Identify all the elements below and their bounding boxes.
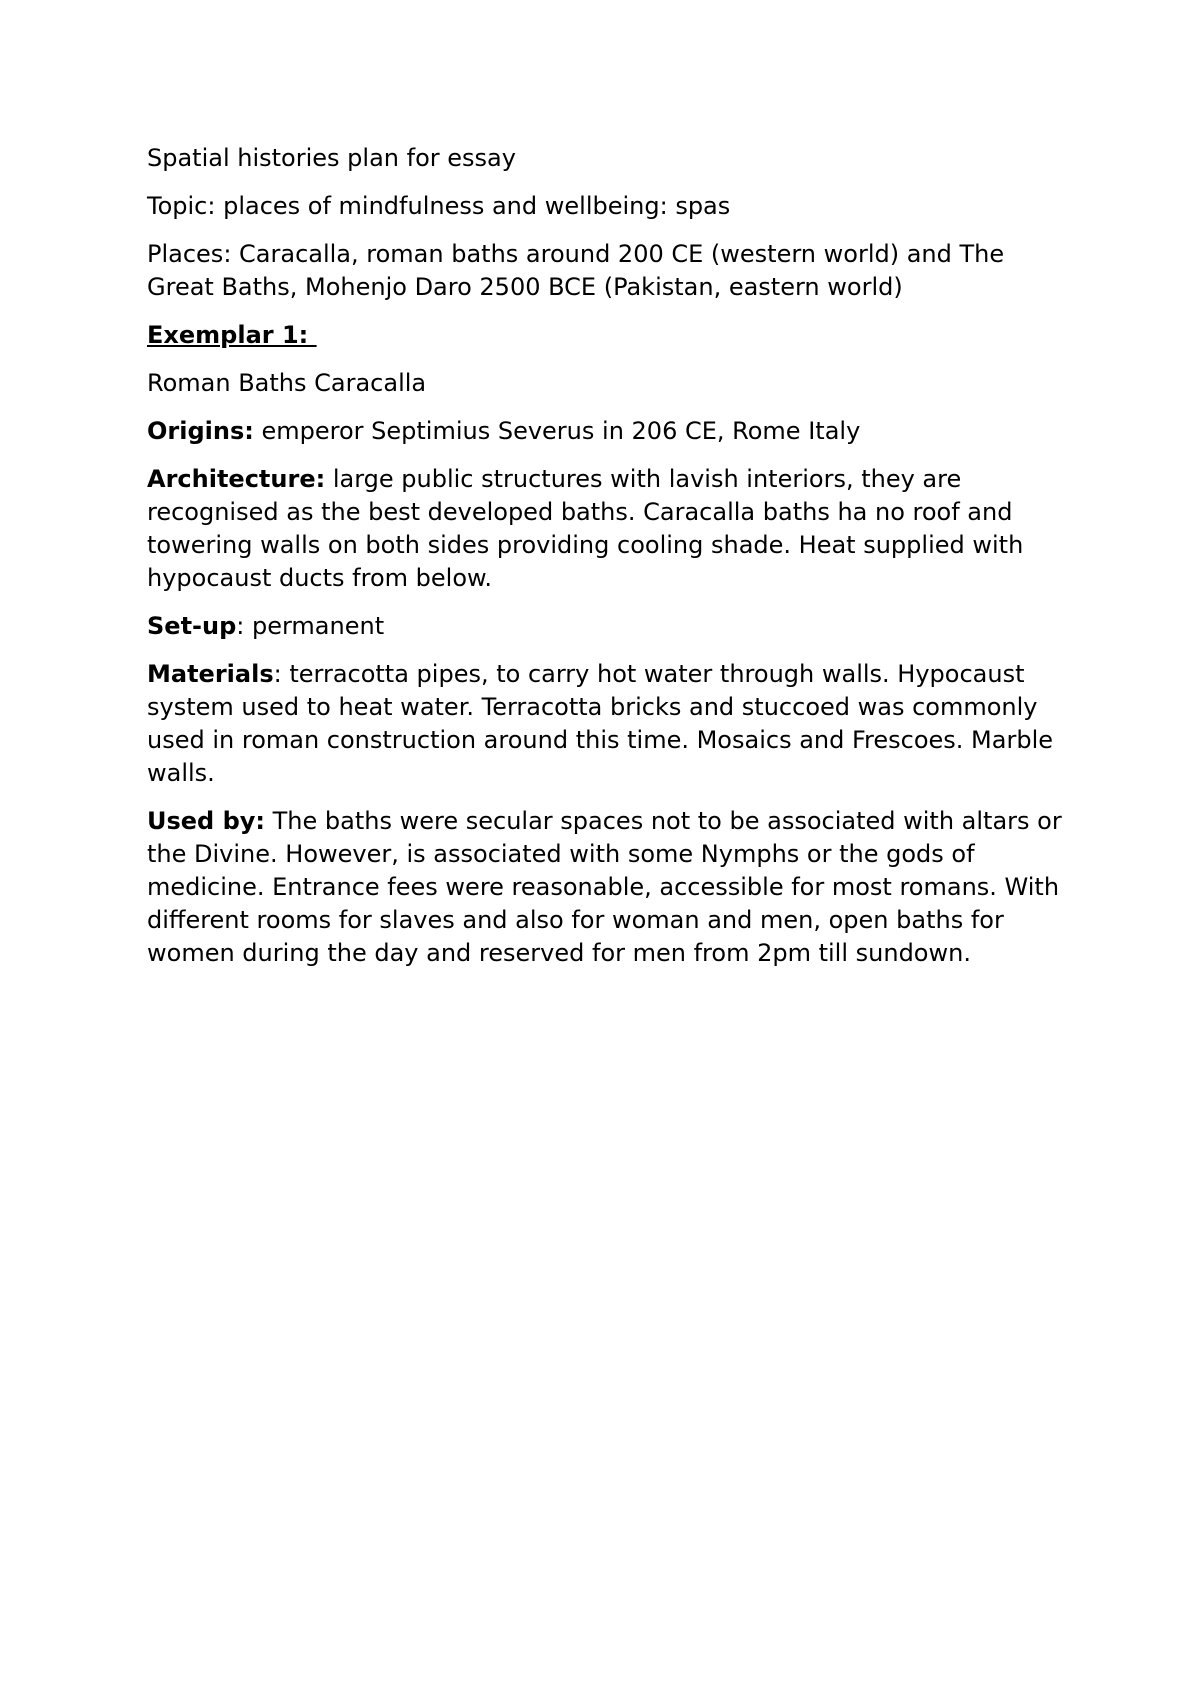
used-by-text: The baths were secular spaces not to be associated with altars or the Divine. However, is associated with some Nymphs or the gods of medicine. Entrance fees were reasonable, accessible for most romans. With different rooms for slaves and also for woman and men, open baths for women during the day and reserved for men from 2pm till sundown.	[147, 807, 1062, 967]
used-by-paragraph	[147, 805, 1077, 970]
origins-text: emperor Septimius Severus in 206 CE, Rome Italy	[253, 417, 861, 445]
setup-paragraph	[147, 610, 1077, 643]
document-body	[147, 142, 1077, 985]
exemplar-name: Roman Baths Caracalla	[147, 369, 427, 397]
setup-label: Set-up	[147, 612, 237, 640]
places-paragraph: Places: Caracalla, roman baths around 200 CE (western world) and The Great Baths, Mohenjo Daro 2500 BCE (Pakistan, eastern world)	[147, 240, 1005, 301]
materials-text: : terracotta pipes, to carry hot water through walls. Hypocaust system used to heat water. Terracotta bricks and stuccoed was commonly used in roman construction around this time. Mosaics and Frescoes. Marble walls.	[147, 660, 1053, 787]
exemplar-heading-paragraph	[147, 319, 1077, 352]
materials-label: Materials	[147, 660, 274, 688]
origins-label: Origins:	[147, 417, 254, 445]
exemplar-heading: Exemplar 1:	[147, 321, 317, 349]
setup-text: : permanent	[236, 612, 385, 640]
architecture-label: Architecture:	[147, 465, 326, 493]
materials-paragraph	[147, 658, 1077, 790]
topic-line: Topic: places of mindfulness and wellbeing: spas	[147, 192, 731, 220]
architecture-text: large public structures with lavish interiors, they are recognised as the best developed baths. Caracalla baths ha no roof and towering walls on both sides providing cooling shade. Heat supplied with hypocaust ducts from below.	[147, 465, 1024, 592]
origins-paragraph	[147, 415, 1077, 448]
architecture-paragraph	[147, 463, 1077, 595]
used-by-label: Used by:	[147, 807, 266, 835]
document-title: Spatial histories plan for essay	[147, 144, 516, 172]
